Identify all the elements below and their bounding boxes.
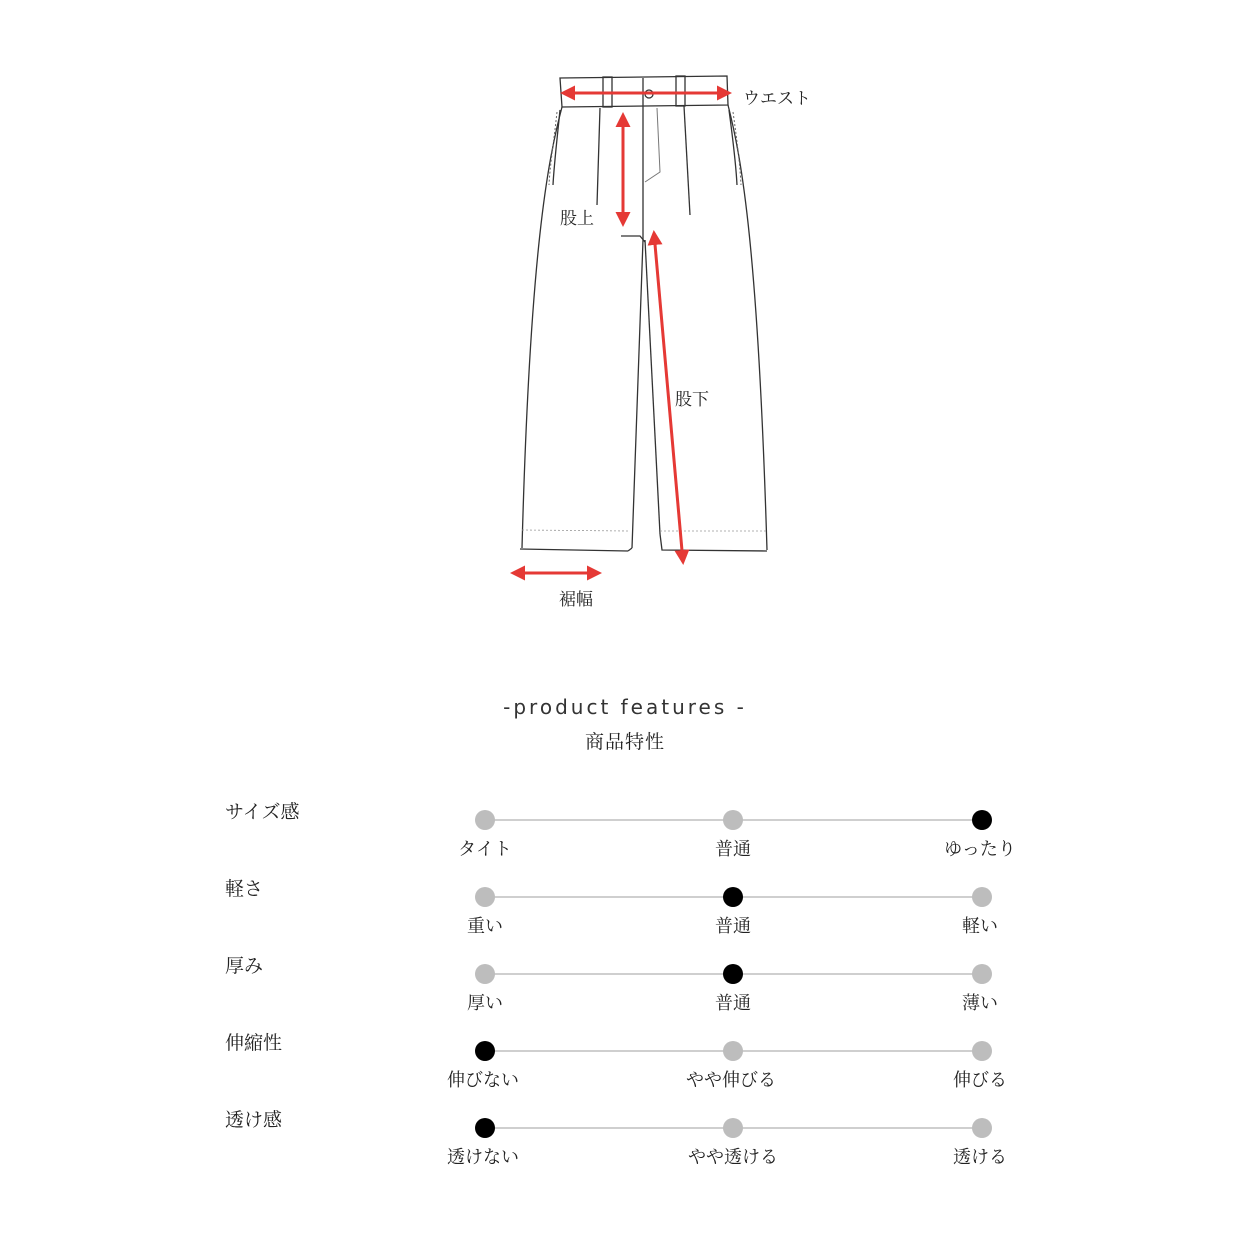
scale-dot: [723, 810, 743, 830]
scale-option-label: ゆったり: [944, 839, 1016, 860]
scale-dot-selected: [972, 810, 992, 830]
scale-option-label: 普通: [715, 916, 751, 937]
inseam-label: 股下: [675, 390, 709, 410]
scale-dot: [723, 1041, 743, 1061]
feature-row-lightness: [0, 874, 1250, 944]
scale-option-label: 普通: [715, 993, 751, 1014]
row-label: 厚み: [225, 955, 264, 977]
features-subtitle: 商品特性: [584, 731, 665, 753]
feature-row-size: [0, 797, 1250, 867]
measurement-arrows: [513, 93, 729, 573]
features-title: -product features -: [503, 695, 747, 719]
scale-option-label: 重い: [467, 916, 503, 937]
scale-option-label: 軽い: [962, 916, 998, 937]
scale-dot: [972, 964, 992, 984]
scale-dot: [723, 1118, 743, 1138]
row-label: サイズ感: [225, 801, 300, 823]
scale-option-label: 薄い: [962, 993, 998, 1014]
scale-option-label: タイト: [458, 839, 512, 860]
pants-outline: [520, 76, 767, 551]
scale-dot-selected: [475, 1041, 495, 1061]
scale-dot: [972, 1041, 992, 1061]
hem-width-label: 裾幅: [559, 590, 593, 610]
scale-dot: [475, 887, 495, 907]
scale-option-label: 厚い: [467, 993, 503, 1014]
scale-option-label: やや透ける: [688, 1147, 778, 1168]
feature-row-sheerness: [0, 1105, 1250, 1175]
feature-row-thickness: [0, 951, 1250, 1021]
row-label: 軽さ: [225, 878, 264, 900]
row-label: 透け感: [225, 1109, 283, 1131]
scale-dot: [972, 1118, 992, 1138]
scale-option-label: 透けない: [447, 1147, 519, 1168]
scale-dot-selected: [723, 887, 743, 907]
scale-dot-selected: [723, 964, 743, 984]
scale-dot: [475, 964, 495, 984]
scale-option-label: 透ける: [953, 1147, 1007, 1168]
scale-option-label: やや伸びる: [686, 1070, 776, 1091]
scale-option-label: 伸びる: [953, 1070, 1007, 1091]
feature-row-stretch: [0, 1028, 1250, 1098]
rise-label: 股上: [560, 209, 594, 229]
scale-option-label: 普通: [715, 839, 751, 860]
scale-dot: [972, 887, 992, 907]
scale-dot: [475, 810, 495, 830]
waist-label: ウエスト: [743, 89, 811, 109]
scale-dot-selected: [475, 1118, 495, 1138]
row-label: 伸縮性: [225, 1032, 283, 1054]
scale-option-label: 伸びない: [447, 1070, 519, 1091]
